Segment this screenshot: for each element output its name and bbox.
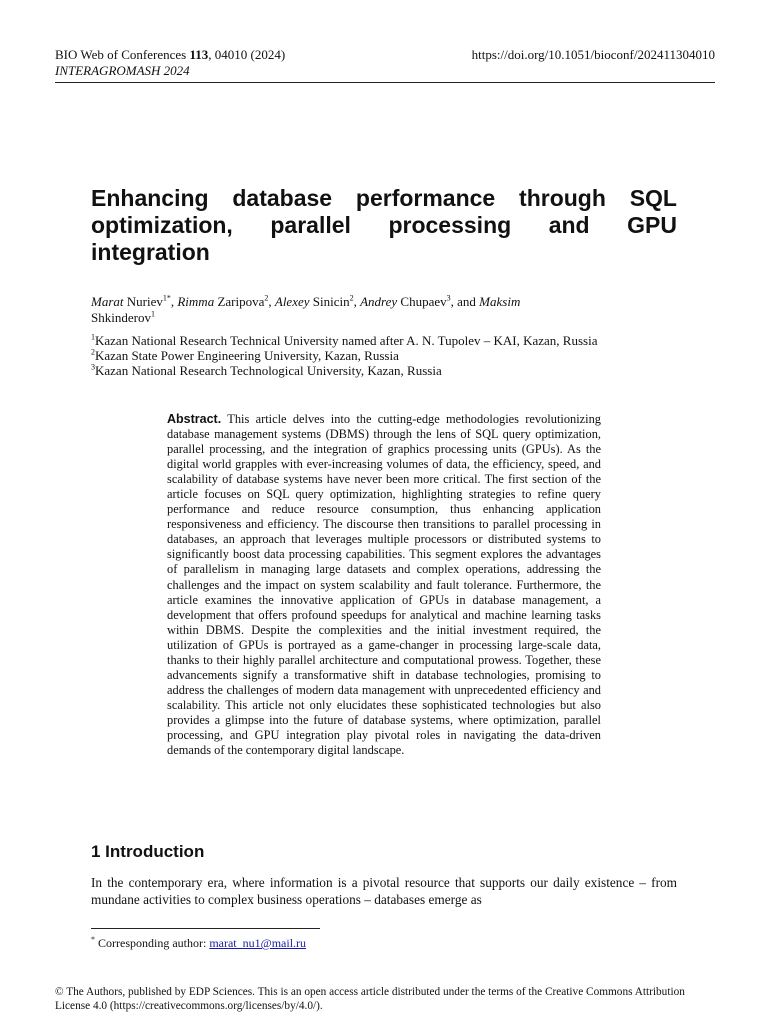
article-reference: , 04010 (2024) bbox=[208, 47, 286, 62]
affiliation-list bbox=[91, 333, 691, 378]
footnote-divider bbox=[91, 928, 320, 929]
author bbox=[91, 294, 177, 309]
corresponding-author-footnote bbox=[91, 936, 306, 951]
author-given-name: Alexey bbox=[274, 294, 310, 309]
abstract-text: This article delves into the cutting-edge methodologies revolutionizing database management systems (DBMS) through the lens of SQL query optimization, parallel processing, and the integration of graphics processing units (GPUs). As the digital world grapples with ever-increasing volumes of data, the efficiency, speed, and scalability of database systems have never been more critical. The first section of the article focuses on SQL query optimization, highlighting strategies to refine query performance and reduce resource consumption, thus enhancing application responsiveness and efficiency. The discourse then transitions to parallel processing in databases, an approach that leverages multiple processors or distributed systems to significantly boost data processing capabilities. This segment explores the advantages of parallelism in managing large datasets and complex operations, addressing the challenges and the impact on system scalability and fault tolerance. Furthermore, the article examines the innovative application of GPUs in database management, a development that offers profound speedups for analytical and machine learning tasks within DBMS. Despite the complexities and the initial investment required, the utilization of GPUs is portrayed as a game-changer in processing large-scale data, thanks to their highly parallel architecture and computational prowess. Together, these advancements signify a transformative shift in database technologies, promising to address the challenges of modern data management with unprecedented efficiency and scalability. This article not only elucidates these sophisticated technologies but also provides a glimpse into the future of database systems, where optimization, parallel processing, and GPU integration play pivotal roles in navigating the data-driven demands of the contemporary digital landscape. bbox=[167, 412, 601, 758]
affiliation-text: Kazan State Power Engineering University, Kazan, Russia bbox=[95, 348, 399, 363]
author bbox=[177, 294, 275, 309]
author-given-name: Maksim bbox=[479, 294, 521, 309]
author-family-name: Sinicin bbox=[309, 294, 350, 309]
paper-title: Enhancing database performance through SQL optimization, parallel processing and GPU integration bbox=[91, 185, 677, 265]
author-affiliation-mark: 2 bbox=[264, 293, 269, 303]
journal-volume: 113 bbox=[189, 47, 209, 62]
conference-name: INTERAGROMASH 2024 bbox=[55, 63, 190, 78]
author-affiliation-mark: 1* bbox=[162, 293, 171, 303]
affiliation bbox=[91, 333, 691, 348]
abstract-label: Abstract. bbox=[167, 412, 222, 426]
introduction-paragraph: In the contemporary era, where information is a pivotal resource that supports our daily existence – from mundane activities to complex business operations – databases emerge as bbox=[91, 875, 677, 907]
affiliation-number: 3 bbox=[91, 362, 95, 372]
author-list bbox=[91, 294, 651, 326]
footnote-mark: * bbox=[91, 935, 95, 944]
author-family-name: Nuriev bbox=[123, 294, 163, 309]
author bbox=[360, 294, 479, 309]
author-affiliation-mark: 1 bbox=[150, 309, 155, 319]
affiliation-text: Kazan National Research Technological University, Kazan, Russia bbox=[95, 363, 442, 378]
author-separator: , bbox=[353, 294, 361, 309]
author-separator: , bbox=[268, 294, 275, 309]
affiliation-text: Kazan National Research Technical University named after A. N. Tupolev – KAI, Kazan, Russia bbox=[95, 333, 598, 348]
author-separator: , and bbox=[450, 294, 480, 309]
footnote-label: Corresponding author: bbox=[95, 936, 210, 950]
abstract bbox=[167, 412, 601, 758]
author-separator: , bbox=[170, 294, 178, 309]
affiliation bbox=[91, 363, 691, 378]
journal-name: BIO Web of Conferences bbox=[55, 47, 190, 62]
header-divider bbox=[55, 82, 715, 83]
section-heading-introduction: 1 Introduction bbox=[91, 842, 205, 861]
affiliation-number: 1 bbox=[91, 332, 95, 342]
corresponding-author-email-link[interactable]: marat_nu1@mail.ru bbox=[209, 936, 307, 950]
author-given-name: Rimma bbox=[177, 294, 215, 309]
author-family-name: Chupaev bbox=[397, 294, 447, 309]
doi-link[interactable]: https://doi.org/10.1051/bioconf/202411304010 bbox=[471, 47, 715, 62]
author bbox=[275, 294, 360, 309]
header-journal bbox=[55, 47, 285, 79]
affiliation-number: 2 bbox=[91, 347, 95, 357]
author-given-name: Andrey bbox=[360, 294, 398, 309]
author-affiliation-mark: 2 bbox=[349, 293, 354, 303]
author-family-name: Shkinderov bbox=[91, 310, 151, 325]
license-notice: © The Authors, published by EDP Sciences. This is an open access article distributed under the terms of the Creative Commons Attribution License 4.0 (https://creativecommons.org/licenses/by/4.0/). bbox=[55, 986, 685, 1012]
author-affiliation-mark: 3 bbox=[446, 293, 451, 303]
affiliation bbox=[91, 348, 691, 363]
author-family-name: Zaripova bbox=[214, 294, 265, 309]
author-given-name: Marat bbox=[91, 294, 124, 309]
